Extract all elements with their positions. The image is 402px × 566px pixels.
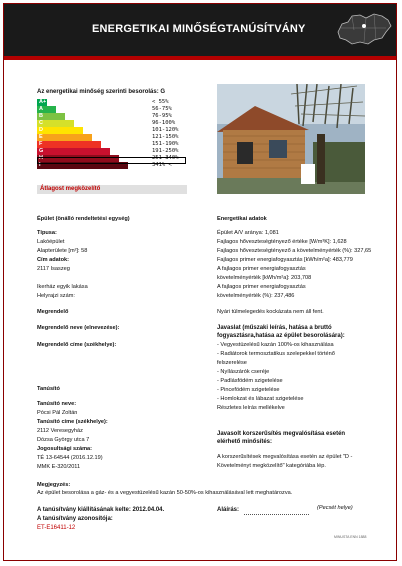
energy-class-range: 56-75% — [152, 106, 172, 112]
recommendation-item: - Nyílászárók cseréje — [217, 369, 270, 375]
energy-class-letter: C — [39, 120, 43, 126]
certifier-address-line1: 2112 Veresegyház — [37, 428, 83, 434]
energy-class-bar — [37, 134, 92, 141]
certifier-name-label: Tanúsító neve: — [37, 401, 77, 407]
energy-class-letter: I — [39, 162, 41, 168]
energy-line: követelményérték (%): 237,486 — [217, 293, 295, 299]
certifier-name: Pócsi Pál Zoltán — [37, 410, 78, 416]
energy-class-letter: G — [39, 148, 44, 154]
energy-line: követelményérték [kWh/m²a]: 203,708 — [217, 275, 312, 281]
header-bar — [4, 4, 396, 56]
energy-class-bar — [37, 113, 65, 120]
certificate-page — [3, 3, 397, 561]
type-label: Típusa: — [37, 230, 57, 236]
recommendation-item: felszerelése — [217, 360, 247, 366]
address-value: 2117 Isaszeg — [37, 266, 70, 272]
license-line1: TÉ 13-64544 (2016.12.19) — [37, 455, 103, 461]
issue-date: A tanúsítvány kiállításának kelte: 2012.04.04. — [37, 507, 165, 513]
energy-class-bar — [37, 99, 47, 106]
scale-title: Az energetikai minőség szerinti besorolás: G — [37, 89, 166, 95]
energy-class-letter: A — [39, 106, 43, 112]
stamp-placeholder: (Pecsét helye) — [317, 505, 353, 511]
energy-class-bar — [37, 106, 56, 113]
energy-class-letter: B — [39, 113, 43, 119]
building-section-title: Épület (önálló rendeltetési egység) — [37, 216, 130, 222]
energy-line: Fajlagos hőveszteségtényező a követelményérték (%): 327,65 — [217, 248, 372, 254]
hungary-map-icon — [334, 6, 394, 50]
energy-class-bar — [37, 148, 110, 155]
energy-class-bar — [37, 120, 74, 127]
certificate-id: ET-E16411-12 — [37, 525, 76, 531]
energy-class-letter: E — [39, 134, 43, 140]
energy-class-range: 76-95% — [152, 113, 172, 119]
certifier-address-label: Tanúsító címe (székhelye): — [37, 419, 108, 425]
upgrade-text-line2: Követelményt megközelítő" kategóriába lép. — [217, 463, 326, 469]
upgrade-title-line2: elérhető minősítés: — [217, 439, 273, 445]
energy-class-letter: H — [39, 155, 43, 161]
page-title: ENERGETIKAI MINŐSÉGTANÚSÍTVÁNY — [92, 23, 306, 35]
house-photo — [217, 84, 365, 194]
address-label: Cím adatok: — [37, 257, 70, 263]
header-red-rule — [4, 56, 396, 60]
remark-label: Megjegyzés: — [37, 482, 71, 488]
recommendation-title-line1: Javaslat (műszaki leírás, hatása a bruttó — [217, 325, 332, 331]
current-rating-marker — [37, 157, 186, 164]
energy-class-range: < 55% — [152, 99, 169, 105]
energy-class-range: 251-340% — [152, 155, 179, 161]
energy-class-letter: F — [39, 141, 43, 147]
energy-class-bar — [37, 127, 83, 134]
energy-class-letter: D — [39, 127, 43, 133]
energy-class-range: 151-190% — [152, 141, 179, 147]
recommendation-item: - Homlokzat és lábazat szigetelése — [217, 396, 304, 402]
recommendation-item: - Vegyestüzelésű kazán 100%-os kihasználása — [217, 342, 334, 348]
license-label: Jogosultsági száma: — [37, 446, 93, 452]
upgrade-text-line1: A korszerűsítések megvalósítása esetén az épület "D - — [217, 454, 353, 460]
parcel-number-label: Helyrajzi szám: — [37, 293, 75, 299]
certificate-id-label: A tanúsítvány azonosítója: — [37, 516, 113, 522]
energy-line: Épület A/V aránya: 1,081 — [217, 230, 279, 236]
recommendation-item: - Padlásfödém szigetelése — [217, 378, 283, 384]
recommendation-title-line2: fogyasztásra,hatása az épület besorolására): — [217, 333, 345, 339]
form-code: MINUSTA ENN 1888 — [334, 535, 367, 539]
energy-class-range: 341% < — [152, 162, 172, 168]
energy-data-title: Energetikai adatok — [217, 216, 267, 222]
energy-class-range: 101-120% — [152, 127, 179, 133]
signature-line — [244, 514, 309, 515]
energy-line: Fajlagos primer energiafogyasztás [kWh/m²a]: 483,779 — [217, 257, 353, 263]
energy-line: A fajlagos primer energiafogyasztás — [217, 266, 306, 272]
overheating-note: Nyári túlmelegedés kockázata nem áll fent. — [217, 309, 324, 315]
energy-class-range: 96-100% — [152, 120, 176, 126]
energy-class-range: 121-150% — [152, 134, 179, 140]
certifier-section-title: Tanúsító — [37, 386, 60, 392]
energy-class-range: 191-250% — [152, 148, 179, 154]
client-name-label: Megrendelő neve (elnevezése): — [37, 325, 120, 331]
recommendation-item: - Pincefödém szigetelése — [217, 387, 280, 393]
floor-area: Alapterülete [m²]: 58 — [37, 248, 88, 254]
upgrade-title-line1: Javasolt korszerűsítés megvalósítása esetén — [217, 431, 346, 437]
average-label: Átlagost megközelítő — [40, 186, 101, 192]
energy-class-letter: A+ — [39, 99, 47, 105]
recommendation-item: Részletes leírás mellékelve — [217, 405, 285, 411]
semi-detached-note: Ikerház egyik lakása — [37, 284, 88, 290]
type-value: Lakóépület — [37, 239, 65, 245]
energy-line: Fajlagos hőveszteségtényező értéke [W/m³K]: 1,628 — [217, 239, 347, 245]
certifier-address-line2: Dózsa György utca 7 — [37, 437, 90, 443]
energy-class-bar — [37, 141, 101, 148]
license-line2: MMK E-320/2011 — [37, 464, 81, 470]
client-address-label: Megrendelő címe (székhelye): — [37, 342, 117, 348]
recommendation-item: - Radiátorok termosztatikus szelepekkel történő — [217, 351, 335, 357]
remark-text: Az épület besorolása a gáz- és a vegyestüzelésű kazán 50-50%-os kihasználásával lett meghatározva. — [37, 490, 293, 496]
client-section-title: Megrendelő — [37, 309, 69, 315]
signature-label: Aláírás: — [217, 507, 240, 513]
energy-line: A fajlagos primer energiafogyasztás — [217, 284, 306, 290]
